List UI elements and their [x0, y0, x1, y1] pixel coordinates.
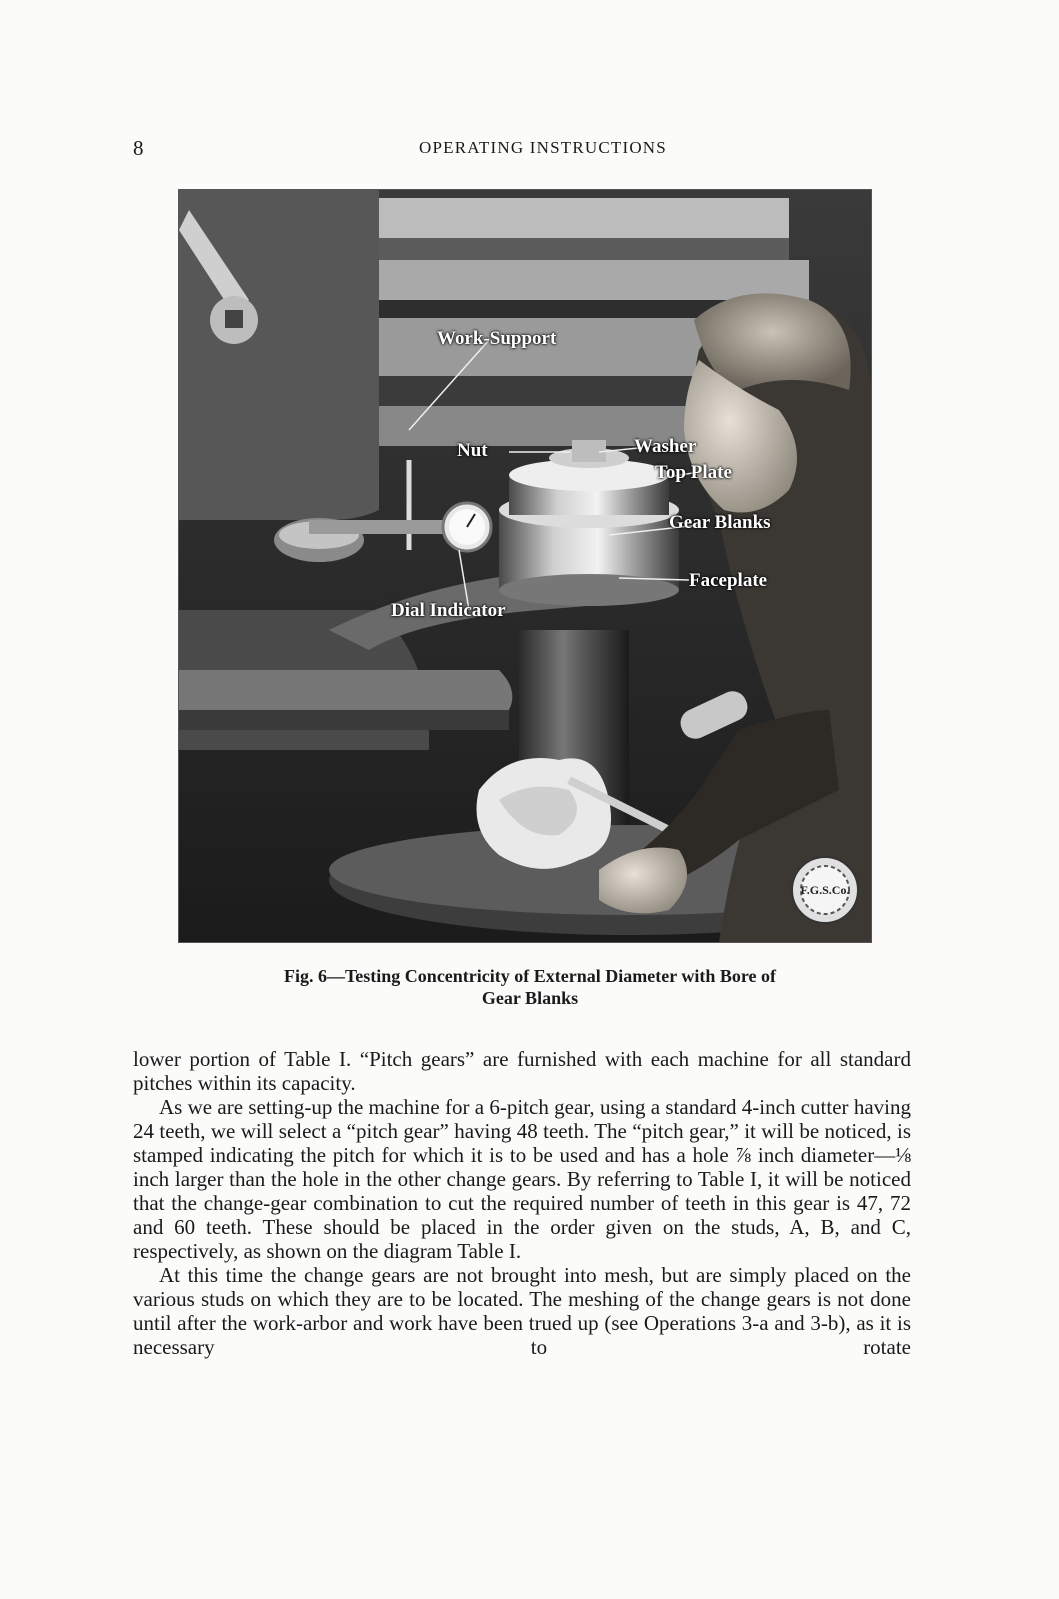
callout-work-support: Work-Support	[437, 328, 557, 349]
callout-nut: Nut	[457, 440, 488, 461]
photograph-illustration	[179, 190, 871, 942]
paragraph-1: lower portion of Table I. “Pitch gears” are furnished with each machine for all standard pitches within its capacity.	[133, 1047, 911, 1095]
callout-faceplate: Faceplate	[689, 570, 768, 591]
paragraph-2: As we are setting-up the machine for a 6-pitch gear, using a standard 4-inch cutter having 24 teeth, we will select a “pitch gear” having 48 teeth. The “pitch gear,” it will be noticed, is stamped indicating the pitch for which it is to be used and has a hole ⅞ inch diameter—⅛ inch larger than the hole in the other change gears. By referring to Table I, it will be noticed that the change-gear combination to cut the required number of teeth in this gear is 47, 72 and 60 teeth. These should be placed in the order given on the studs, A, B, and C, respectively, as shown on the diagram Table I.	[133, 1095, 911, 1263]
callout-top-plate: Top Plate	[655, 462, 732, 483]
callout-gear-blanks: Gear Blanks	[669, 512, 771, 533]
callout-dial-indicator: Dial Indicator	[391, 600, 506, 621]
body-text	[133, 1047, 911, 1359]
caption-line-1: Fig. 6—Testing Concentricity of External Diameter with Bore of	[283, 966, 777, 986]
caption-line-2: Gear Blanks	[481, 988, 579, 1008]
emblem-text: F.G.S.Co.	[800, 883, 850, 897]
figure-photograph	[178, 189, 872, 943]
running-head	[133, 136, 913, 160]
company-emblem-icon	[789, 854, 861, 926]
page-number: 8	[133, 136, 144, 160]
paragraph-3: At this time the change gears are not brought into mesh, but are simply placed on the various studs on which they are to be located. The meshing of the change gears is not done until after the work-arbor and work have been trued up (see Operations 3-a and 3-b), as it is necessary to rotate	[133, 1263, 911, 1359]
running-head-title: OPERATING INSTRUCTIONS	[419, 138, 667, 157]
figure-caption	[180, 965, 880, 1009]
callout-washer: Washer	[634, 436, 697, 457]
